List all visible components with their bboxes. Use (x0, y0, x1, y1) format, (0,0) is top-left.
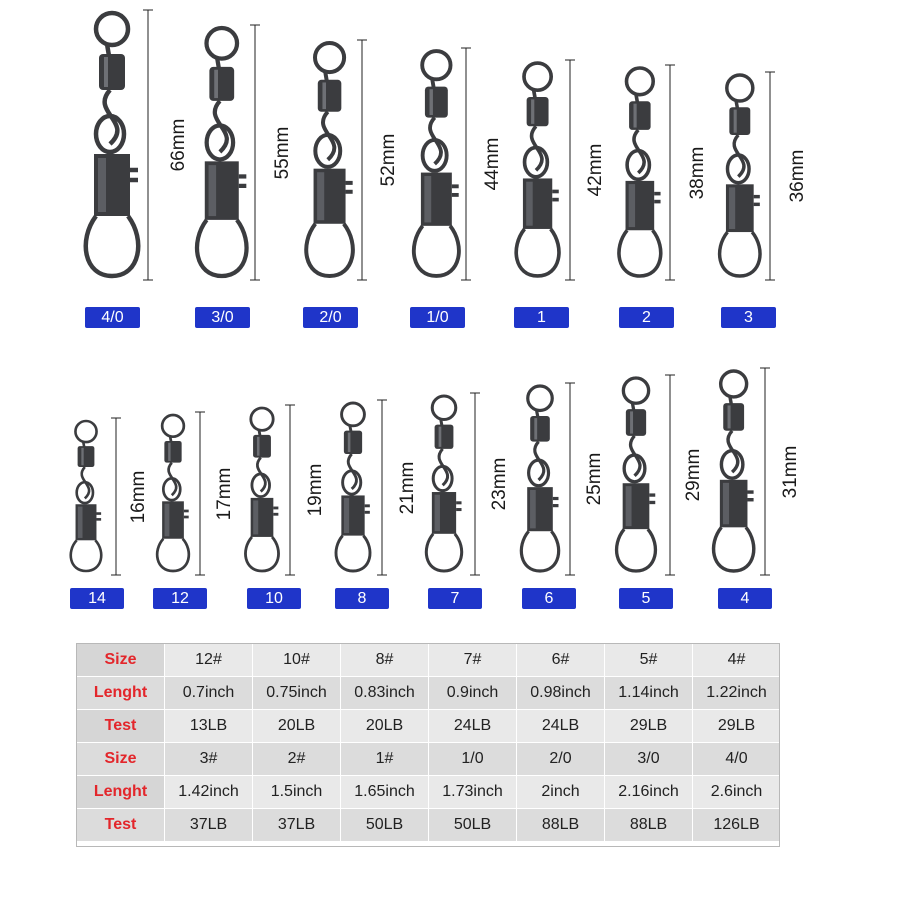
table-cell: 0.98inch (517, 677, 605, 710)
size-badge: 1 (514, 307, 569, 328)
table-cell: 20LB (253, 710, 341, 743)
dimension-label: 23mm (489, 457, 510, 511)
size-badge: 2 (619, 307, 674, 328)
table-cell: 0.7inch (165, 677, 253, 710)
table-cell: 37LB (253, 809, 341, 842)
swivel-image (608, 65, 672, 280)
table-cell: 50LB (341, 809, 429, 842)
table-cell: 1.22inch (693, 677, 781, 710)
dimension-label: 16mm (128, 470, 149, 523)
dimension-label: 38mm (687, 146, 708, 199)
size-badge: 3/0 (195, 307, 250, 328)
table-cell: 1.14inch (605, 677, 693, 710)
size-badge: 8 (335, 588, 389, 609)
table-cell: 7# (429, 644, 517, 677)
size-badge: 4 (718, 588, 772, 609)
size-badge: 12 (153, 588, 207, 609)
row-header: Size (77, 644, 165, 677)
swivel-image (510, 383, 570, 575)
swivel-image (56, 418, 116, 575)
dimension-label: 21mm (397, 461, 418, 514)
dimension-line (564, 381, 576, 577)
table-cell: 20LB (341, 710, 429, 743)
row-header: Test (77, 710, 165, 743)
table-cell: 29LB (605, 710, 693, 743)
dimension-label: 42mm (585, 143, 606, 197)
table-cell: 1.5inch (253, 776, 341, 809)
swivel-image (709, 72, 771, 280)
table-cell: 2.6inch (693, 776, 781, 809)
table-cell: 1.65inch (341, 776, 429, 809)
dimension-line (194, 410, 206, 577)
table-cell: 10# (253, 644, 341, 677)
dimension-line (356, 38, 368, 282)
size-badge: 3 (721, 307, 776, 328)
swivel-image (72, 10, 152, 280)
dimension-label: 44mm (482, 137, 503, 191)
table-cell: 88LB (517, 809, 605, 842)
dimension-line (460, 46, 472, 282)
swivel-image (606, 375, 666, 575)
swivel-image (414, 393, 474, 575)
row-header: Lenght (77, 677, 165, 710)
table-cell: 6# (517, 644, 605, 677)
row-header: Test (77, 809, 165, 842)
dimension-line (284, 403, 296, 577)
swivel-image (232, 405, 292, 575)
table-row (77, 809, 781, 842)
row-header: Size (77, 743, 165, 776)
table-cell: 29LB (693, 710, 781, 743)
table-row (77, 644, 781, 677)
table-cell: 24LB (429, 710, 517, 743)
table-row (77, 776, 781, 809)
dimension-line (249, 23, 261, 282)
table-cell: 1/0 (429, 743, 517, 776)
size-badge: 4/0 (85, 307, 140, 328)
swivel-image (703, 368, 764, 575)
dimension-label: 31mm (780, 445, 801, 498)
dimension-line (142, 8, 154, 282)
spec-table (76, 643, 781, 842)
table-cell: 37LB (165, 809, 253, 842)
size-badge: 5 (619, 588, 673, 609)
table-row (77, 743, 781, 776)
dimension-line (376, 398, 388, 577)
table-cell: 13LB (165, 710, 253, 743)
dimension-label: 17mm (214, 467, 235, 520)
size-badge: 1/0 (410, 307, 465, 328)
size-badge: 2/0 (303, 307, 358, 328)
table-cell: 88LB (605, 809, 693, 842)
size-badge: 6 (522, 588, 576, 609)
table-cell: 2/0 (517, 743, 605, 776)
dimension-label: 66mm (168, 118, 189, 172)
dimension-label: 52mm (378, 133, 399, 187)
table-cell: 1# (341, 743, 429, 776)
dimension-line (469, 391, 481, 577)
table-cell: 3# (165, 743, 253, 776)
table-cell: 50LB (429, 809, 517, 842)
dimension-line (764, 70, 776, 282)
swivel-image (323, 400, 383, 575)
table-cell: 8# (341, 644, 429, 677)
table-cell: 24LB (517, 710, 605, 743)
swivel-image (294, 40, 365, 280)
dimension-label: 36mm (787, 149, 808, 203)
table-cell: 2# (253, 743, 341, 776)
table-cell: 0.75inch (253, 677, 341, 710)
swivel-image (505, 60, 570, 280)
size-badge: 14 (70, 588, 124, 609)
table-cell: 1.42inch (165, 776, 253, 809)
table-cell: 12# (165, 644, 253, 677)
table-cell: 0.9inch (429, 677, 517, 710)
table-cell: 2.16inch (605, 776, 693, 809)
table-cell: 1.73inch (429, 776, 517, 809)
dimension-line (564, 58, 576, 282)
table-cell: 0.83inch (341, 677, 429, 710)
table-cell: 2inch (517, 776, 605, 809)
dimension-line (664, 63, 676, 282)
table-cell: 126LB (693, 809, 781, 842)
table-row (77, 677, 781, 710)
table-row (77, 710, 781, 743)
dimension-line (759, 366, 771, 577)
row-header: Lenght (77, 776, 165, 809)
dimension-line (110, 416, 122, 577)
table-cell: 4# (693, 644, 781, 677)
dimension-label: 29mm (683, 448, 704, 502)
dimension-line (664, 373, 676, 577)
table-cell: 3/0 (605, 743, 693, 776)
dimension-label: 55mm (272, 126, 293, 179)
size-badge: 10 (247, 588, 301, 609)
table-cell: 5# (605, 644, 693, 677)
dimension-label: 25mm (584, 452, 605, 506)
dimension-label: 19mm (305, 463, 326, 517)
size-badge: 7 (428, 588, 482, 609)
table-cell: 4/0 (693, 743, 781, 776)
